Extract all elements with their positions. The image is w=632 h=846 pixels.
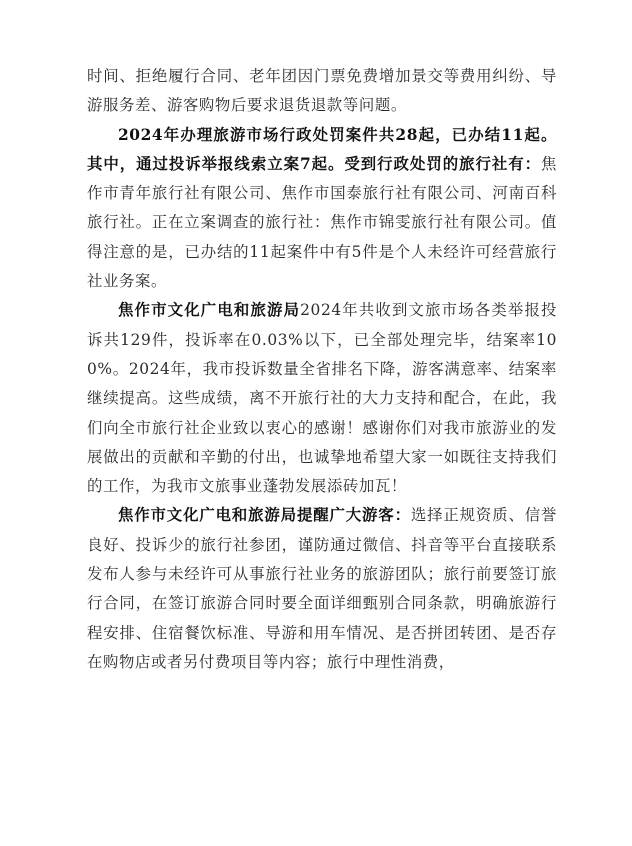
paragraph-text: 焦作市青年旅行社有限公司、焦作市国泰旅行社有限公司、河南百科旅行社。正在立案调查的旅行社：焦作市锦雯旅行社有限公司。值得注意的是，已办结的11起案件中有5件是个人未经许可经营旅行社业务案。 xyxy=(87,154,557,291)
paragraph-tourist-reminder xyxy=(87,501,557,677)
paragraph-lead-bold: 焦作市文化广电和旅游局提醒广大游客： xyxy=(118,506,411,525)
paragraph-text: 选择正规资质、信誉良好、投诉少的旅行社参团，谨防通过微信、抖音等平台直接联系发布人参与未经许可从事旅行社业务的旅游团队；旅行前要签订旅行合同，在签订旅游合同时要全面详细甄别合同条款，明确旅游行程安排、住宿餐饮标准、导游和用车情况、是否拼团转团、是否存在购物店或者另付费项目等内容；旅行中理性消费， xyxy=(87,506,557,671)
paragraph-complaint-types xyxy=(87,62,557,121)
paragraph-lead-bold: 2024年办理旅游市场行政处罚案件共28起，已办结11起。其中，通过投诉举报线索立案7起。受到行政处罚的旅行社有： xyxy=(87,125,557,173)
paragraph-bureau-statistics xyxy=(87,296,557,501)
paragraph-text: 2024年共收到文旅市场各类举报投诉共129件，投诉率在0.03%以下，已全部处理完毕，结案率100%。2024年，我市投诉数量全省排名下降，游客满意率、结案率继续提高。这些成绩，离不开旅行社的大力支持和配合，在此，我们向全市旅行社企业致以衷心的感谢！感谢你们对我市旅游业的发展做出的贡献和辛勤的付出，也诚挚地希望大家一如既往支持我们的工作，为我市文旅事业蓬勃发展添砖加瓦！ xyxy=(87,301,557,496)
document-page xyxy=(87,62,557,677)
paragraph-lead-bold: 焦作市文化广电和旅游局 xyxy=(118,301,301,320)
paragraph-text: 时间、拒绝履行合同、老年团因门票免费增加景交等费用纠纷、导游服务差、游客购物后要求退货退款等问题。 xyxy=(87,67,557,115)
paragraph-penalty-cases xyxy=(87,121,557,297)
